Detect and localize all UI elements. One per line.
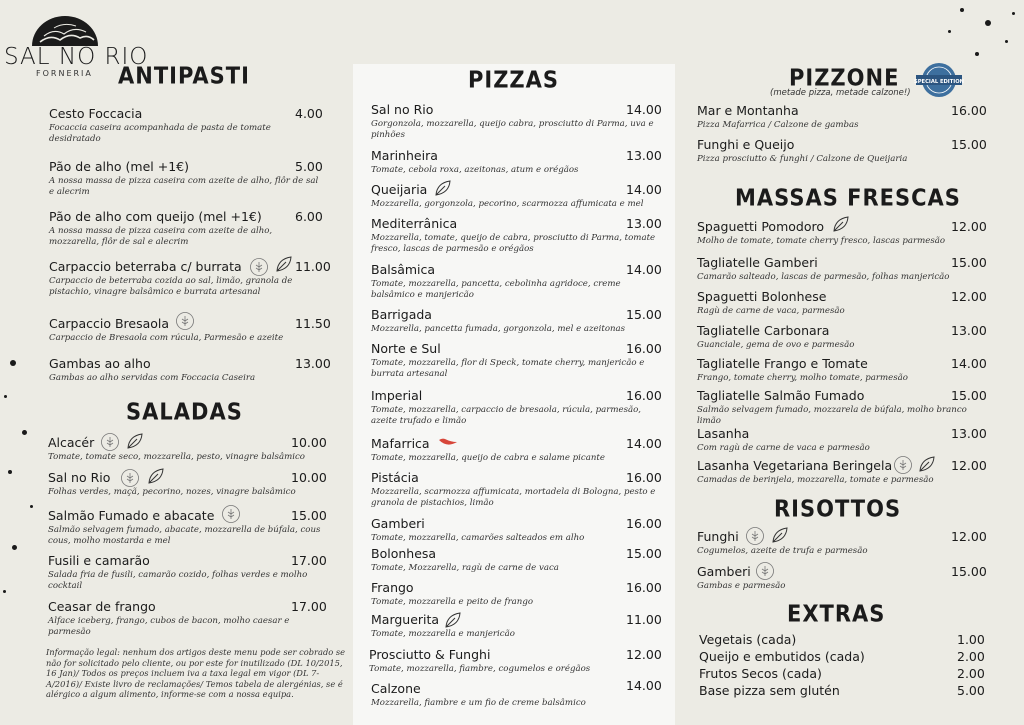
vegetarian-leaf-icon [443, 610, 463, 630]
item-name: Frango [371, 580, 414, 595]
menu-item [697, 458, 987, 486]
badge-label: SPECIAL EDITION [914, 79, 964, 85]
item-desc: Tomate, Mozzarella, ragù de carne de vaca [371, 563, 559, 573]
menu-item [697, 289, 987, 317]
menu-item [369, 647, 661, 675]
item-desc: Folhas verdes, maçã, pecorino, nozes, vinagre balsâmico [48, 487, 296, 497]
item-price: 12.00 [951, 289, 987, 304]
item-name: Carpaccio beterraba c/ burrata [49, 259, 242, 274]
item-desc: Pizza Mafarrica / Calzone de gambas [697, 120, 859, 130]
item-desc: Mozzarella, gorgonzola, pecorino, scarmozza affumicata e mel [371, 199, 644, 209]
item-price: 12.00 [951, 529, 987, 544]
item-name: Funghi e Queijo [697, 137, 795, 152]
item-desc: A nossa massa de pizza caseira com azeite de alho, mozzarella, flôr de sal e alecrim [49, 226, 273, 247]
menu-item [697, 323, 987, 351]
item-name: Lasanha [697, 426, 750, 441]
menu-item [697, 356, 987, 384]
item-price: 14.00 [626, 262, 662, 277]
menu-item [371, 612, 661, 640]
item-desc: Gambas e parmesão [697, 581, 786, 591]
item-price: 13.00 [295, 356, 331, 371]
item-price: 2.00 [957, 666, 985, 681]
menu-item [697, 137, 987, 165]
pizzone-subtitle: (metade pizza, metade calzone!) [770, 88, 911, 98]
item-price: 16.00 [626, 516, 662, 531]
item-name: Base pizza sem glutén [699, 683, 840, 698]
item-name: Lasanha Vegetariana Beringela [697, 458, 893, 473]
menu-item [371, 516, 661, 544]
item-desc: Gorgonzola, mozzarella, queijo cabra, prosciutto di Parma, uva e pinhões [371, 119, 654, 140]
menu-item [371, 341, 661, 379]
menu-item [371, 182, 661, 210]
item-name: Alcacér [48, 435, 95, 450]
menu-item [697, 564, 987, 592]
vegetarian-leaf-icon [770, 525, 790, 545]
menu-item [371, 470, 661, 508]
gluten-free-icon [221, 504, 241, 524]
item-desc: Ragù de carne de vaca, parmesão [697, 306, 845, 316]
item-price: 16.00 [626, 388, 662, 403]
vegetarian-leaf-icon [917, 454, 937, 474]
gluten-free-icon [120, 468, 140, 488]
item-price: 12.00 [626, 647, 662, 662]
item-price: 14.00 [626, 102, 662, 117]
menu-item [371, 148, 661, 176]
item-desc: Tomate, mozzarella, fiambre, cogumelos e orégãos [369, 664, 591, 674]
item-name: Mar e Montanha [697, 103, 799, 118]
item-desc: Molho de tomate, tomate cherry fresco, lascas parmesão [697, 236, 946, 246]
item-price: 15.00 [626, 546, 662, 561]
item-name: Pão de alho (mel +1€) [49, 159, 189, 174]
item-price: 15.00 [951, 255, 987, 270]
item-desc: Salmão selvagem fumado, mozzarela de búfala, molho branco limão [697, 405, 967, 426]
item-desc: Mozzarella, fiambre e um fio de creme balsâmico [371, 698, 586, 708]
item-price: 4.00 [295, 106, 323, 121]
legal-notice: Informação legal: nenhum dos artigos deste menu pode ser cobrado se não for solicitado pelo cliente, ou por este for inutilizado (DL 10/2015, 16 Jan)/ Todos os preços incluem iva a taxa legal em vigor (DL 7-A/2016)/ Existe livro de reclamações/ Temos tabela de alergénias, se é alérgico a algum alimento, informe-se com a nossa equipa. [46, 647, 346, 700]
item-price: 11.50 [295, 316, 331, 331]
gluten-free-icon [745, 526, 765, 546]
item-name: Bolonhesa [371, 546, 437, 561]
item-name: Queijo e embutidos (cada) [699, 649, 865, 664]
item-desc: Mozzarella, pancetta fumada, gorgonzola, mel e azeitonas [371, 324, 626, 334]
menu-item [699, 649, 987, 665]
item-name: Queijaria [371, 182, 428, 197]
item-name: Salmão Fumado e abacate [48, 508, 215, 523]
item-price: 5.00 [295, 159, 323, 174]
item-price: 17.00 [291, 553, 327, 568]
item-desc: Focaccia caseira acompanhada de pasta de tomate desidratado [49, 123, 271, 144]
massas-heading: MASSAS FRESCAS [735, 185, 961, 211]
item-price: 15.00 [951, 388, 987, 403]
brand-subtitle: FORNERIA [36, 69, 93, 78]
item-desc: Tomate, mozzarella, pancetta, cebolinha agridoce, creme balsâmico e manjericão [371, 279, 621, 300]
item-desc: Mozzarella, scarmozza affumicata, mortadela di Bologna, pesto e granola de pistachios, limão [371, 487, 656, 508]
pizzone-heading: PIZZONE [789, 65, 900, 91]
item-desc: Cogumelos, azeite de trufa e parmesão [697, 546, 868, 556]
item-price: 6.00 [295, 209, 323, 224]
menu-item [699, 632, 987, 648]
item-price: 11.00 [626, 612, 662, 627]
vegetarian-leaf-icon [274, 254, 294, 274]
item-desc: Alface iceberg, frango, cubos de bacon, molho caesar e parmesão [48, 616, 290, 637]
item-desc: Tomate, tomate seco, mozzarella, pesto, vinagre balsâmico [48, 452, 305, 462]
gluten-free-icon [100, 432, 120, 452]
item-name: Vegetais (cada) [699, 632, 797, 647]
item-name: Norte e Sul [371, 341, 441, 356]
item-desc: Salada fria de fusili, camarão cozido, folhas verdes e molho cocktail [48, 570, 308, 591]
item-price: 13.00 [626, 148, 662, 163]
item-name: Mediterrânica [371, 216, 458, 231]
item-price: 10.00 [291, 435, 327, 450]
item-name: Pão de alho com queijo (mel +1€) [49, 209, 262, 224]
menu-item [371, 262, 661, 300]
menu-item [371, 102, 661, 140]
menu-item [371, 436, 661, 464]
vegetarian-leaf-icon [125, 431, 145, 451]
item-name: Frutos Secos (cada) [699, 666, 822, 681]
item-desc: Tomate, mozzarella, camarões salteados em alho [371, 533, 585, 543]
brand-name: SAL NO RIO [4, 44, 149, 70]
menu-item [48, 599, 325, 637]
item-name: Fusili e camarão [48, 553, 150, 568]
risottos-heading: RISOTTOS [774, 496, 902, 522]
vegetarian-leaf-icon [433, 178, 453, 198]
item-price: 16.00 [626, 470, 662, 485]
menu-item [48, 553, 325, 591]
item-desc: Camadas de berinjela, mozzarella, tomate e parmesão [697, 475, 934, 485]
menu-item [48, 435, 325, 463]
menu-item [371, 546, 661, 574]
item-desc: Gambas ao alho servidas com Foccacia Caseira [49, 373, 256, 383]
item-name: Funghi [697, 529, 739, 544]
item-price: 14.00 [626, 436, 662, 451]
item-name: Tagliatelle Carbonara [697, 323, 830, 338]
item-name: Barrigada [371, 307, 432, 322]
menu-item [371, 388, 661, 426]
item-price: 14.00 [626, 182, 662, 197]
item-desc: Tomate, mozzarella, queijo de cabra e salame picante [371, 453, 605, 463]
extras-heading: EXTRAS [787, 601, 886, 627]
item-desc: Com ragù de carne de vaca e parmesão [697, 443, 870, 453]
item-desc: Frango, tomate cherry, molho tomate, parmesão [697, 373, 908, 383]
menu-item [699, 683, 987, 699]
menu-item [699, 666, 987, 682]
chili-pepper-icon [437, 436, 459, 448]
item-name: Cesto Foccacia [49, 106, 143, 121]
menu-item [49, 159, 324, 197]
menu-item [48, 508, 325, 546]
antipasti-heading: ANTIPASTI [118, 63, 250, 89]
menu-item [697, 255, 987, 283]
item-desc: Carpaccio de beterraba cozida ao sal, limão, granola de pistachio, vinagre balsâmico e burrata artesanal [49, 276, 293, 297]
item-name: Gambas ao alho [49, 356, 151, 371]
item-price: 15.00 [626, 307, 662, 322]
item-name: Sal no Rio [48, 470, 111, 485]
item-name: Imperial [371, 388, 423, 403]
menu-item [697, 388, 987, 426]
menu-item [371, 678, 662, 709]
item-price: 13.00 [951, 426, 987, 441]
item-name: Calzone [371, 681, 421, 696]
menu-item [697, 103, 987, 131]
item-desc: Pizza prosciutto & funghi / Calzone de Queijaria [697, 154, 908, 164]
menu-item [371, 580, 661, 608]
gluten-free-icon [175, 311, 195, 331]
item-price: 14.00 [626, 678, 662, 693]
item-price: 5.00 [957, 683, 985, 698]
item-price: 2.00 [957, 649, 985, 664]
item-price: 14.00 [951, 356, 987, 371]
item-desc: Carpaccio de Bresaola com rúcula, Parmesão e azeite [49, 333, 284, 343]
item-price: 16.00 [626, 341, 662, 356]
menu-item [49, 106, 324, 144]
item-desc: Tomate, mozzarella, flor di Speck, tomate cherry, manjericão e burrata artesanal [371, 358, 645, 379]
item-price: 13.00 [951, 323, 987, 338]
item-desc: Mozzarella, tomate, queijo de cabra, prosciutto di Parma, tomate fresco, lascas de parmesão e orégãos [371, 233, 656, 254]
item-name: Tagliatelle Frango e Tomate [697, 356, 868, 371]
item-desc: Tomate, cebola roxa, azeitonas, atum e orégãos [371, 165, 579, 175]
vegetarian-leaf-icon [831, 214, 851, 234]
item-price: 12.00 [951, 458, 987, 473]
item-price: 13.00 [626, 216, 662, 231]
item-price: 15.00 [951, 137, 987, 152]
item-price: 16.00 [626, 580, 662, 595]
item-name: Pistácia [371, 470, 419, 485]
item-name: Spaguetti Bolonhese [697, 289, 827, 304]
item-desc: Tomate, mozzarella e peito de frango [371, 597, 534, 607]
item-desc: Camarão salteado, lascas de parmesão, folhas manjericão [697, 272, 950, 282]
item-price: 17.00 [291, 599, 327, 614]
item-name: Mafarrica [371, 436, 430, 451]
item-name: Sal no Rio [371, 102, 434, 117]
item-desc: Tomate, mozzarella, carpaccio de bresaola, rúcula, parmesão, azeite trufado e limão [371, 405, 642, 426]
item-name: Gamberi [371, 516, 425, 531]
item-price: 11.00 [295, 259, 331, 274]
menu-item [697, 426, 987, 454]
menu-item [697, 529, 987, 557]
item-desc: Guanciale, gema de ovo e parmesão [697, 340, 855, 350]
pizzas-heading: PIZZAS [468, 67, 560, 93]
item-price: 16.00 [951, 103, 987, 118]
vegetarian-leaf-icon [146, 466, 166, 486]
gluten-free-icon [893, 455, 913, 475]
item-price: 15.00 [951, 564, 987, 579]
gluten-free-icon [755, 561, 775, 581]
menu-item [371, 216, 661, 254]
gluten-free-icon [249, 257, 269, 277]
item-desc: Tomate, mozzarella e manjericão [371, 629, 515, 639]
item-name: Tagliatelle Gamberi [697, 255, 818, 270]
logo-mark-icon [30, 14, 100, 48]
menu-item [49, 356, 331, 384]
item-name: Prosciutto & Funghi [369, 647, 491, 662]
item-name: Tagliatelle Salmão Fumado [697, 388, 865, 403]
item-price: 1.00 [957, 632, 985, 647]
item-name: Balsâmica [371, 262, 436, 277]
item-desc: Salmão selvagem fumado, abacate, mozzarella de búfala, cous cous, molho mostarda e mel [48, 525, 321, 546]
item-name: Gamberi [697, 564, 751, 579]
item-desc: A nossa massa de pizza caseira com azeite de alho, flôr de sal e alecrim [49, 176, 319, 197]
menu-item [49, 209, 324, 247]
item-name: Marinheira [371, 148, 438, 163]
item-price: 12.00 [951, 219, 987, 234]
item-name: Ceasar de frango [48, 599, 156, 614]
item-name: Marguerita [371, 612, 440, 627]
item-price: 10.00 [291, 470, 327, 485]
item-name: Carpaccio Bresaola [49, 316, 170, 331]
item-price: 15.00 [291, 508, 327, 523]
saladas-heading: SALADAS [126, 399, 243, 425]
menu-item [371, 307, 661, 335]
menu-item [48, 470, 325, 498]
item-name: Spaguetti Pomodoro [697, 219, 824, 234]
special-edition-badge [914, 62, 964, 98]
